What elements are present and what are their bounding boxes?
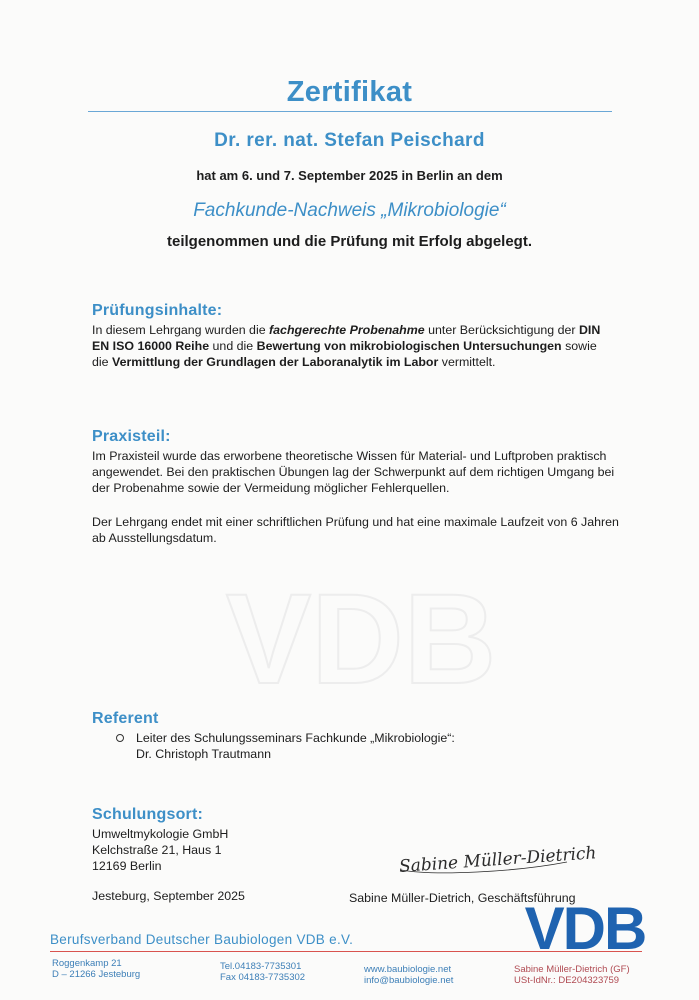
course-duration-note: Der Lehrgang endet mit einer schriftlichen Prüfung und hat eine maximale Laufzeit von 6 Jahren ab Ausstellungsdatum. [92,515,619,545]
venue-line-2: Kelchstraße 21, Haus 1 [92,843,222,857]
place-date: Jesteburg, September 2025 [92,889,245,903]
contents-bold-4: Vermittlung der Grundlagen der Laboranalytik im Labor [111,355,439,369]
contents-bold-2: DIN EN ISO 16000 Reihe [92,323,601,353]
referent-block [92,730,592,762]
signatory-caption: Sabine Müller-Dietrich, Geschäftsführung [349,891,576,905]
footer-fax: Fax 04183-7735302 [220,972,306,983]
contents-text-2: unter Berücksichtigung der [424,323,579,337]
venue-line-3: 12169 Berlin [92,859,162,873]
certificate-title: Zertifikat [286,76,413,108]
referent-item [92,730,592,762]
contents-paragraph [92,322,612,370]
handwritten-signature [395,832,598,882]
footer-divider [50,951,642,952]
svg-text:VDB: VDB [524,895,646,962]
course-name: Fachkunde-Nachweis „Mikrobiologie“ [193,200,506,221]
bullet-circle-icon [116,734,124,742]
footer-legal [514,964,630,986]
contents-text-5: vermittelt. [438,355,496,369]
referent-name: Dr. Christoph Trautmann [136,747,271,761]
contents-text-3: und die [209,339,257,353]
title-divider [88,111,612,112]
practice-heading: Praxisteil: [92,428,171,445]
footer-city: D – 21266 Jesteburg [52,969,141,980]
association-name: Berufsverband Deutscher Baubiologen VDB e.V. [50,932,354,947]
contents-text-4: sowie die [92,339,597,369]
contents-text-1: In diesem Lehrgang wurden die [92,323,270,337]
footer-street: Roggenkamp 21 [52,958,122,969]
footer-address [52,958,140,980]
contents-heading: Prüfungsinhalte: [92,302,223,319]
practice-paragraph: Im Praxisteil wurde das erworbene theoretische Wissen für Material- und Luftproben praktisch angewendet. Bei den praktischen Übungen lag der Schwerpunkt auf dem richtigen Umgang bei der Probenahme sowie der Vermeidung möglicher Fehlerquellen. [92,449,615,495]
result-line: teilgenommen und die Prüfung mit Erfolg abgelegt. [166,233,532,250]
footer-phone [220,961,305,983]
recipient-name: Dr. rer. nat. Stefan Peischard [214,130,485,151]
svg-text:VDB: VDB [225,568,497,711]
svg-text:Sabine Müller-Dietrich: Sabine Müller-Dietrich [398,843,598,877]
footer-tel: Tel.04183-7735301 [220,961,302,972]
referent-role: Leiter des Schulungsseminars Fachkunde „Mikrobiologie“: [136,731,455,745]
contents-bold-3: Bewertung von mikrobiologischen Untersuchungen [256,339,562,353]
footer-email-link[interactable]: info@baubiologie.net [364,975,454,986]
footer-gf: Sabine Müller-Dietrich (GF) [514,964,630,975]
referent-heading: Referent [92,710,159,727]
venue-heading: Schulungsort: [92,806,204,823]
vdb-watermark [196,568,526,711]
contents-bold-1: fachgerechte Probenahme [269,323,425,337]
vdb-logo [524,895,646,962]
footer-contact [364,964,453,986]
footer-ust: USt-IdNr.: DE204323759 [514,975,620,986]
footer-web-link[interactable]: www.baubiologie.net [364,964,452,975]
venue-line-1: Umweltmykologie GmbH [92,827,229,841]
event-line: hat am 6. und 7. September 2025 in Berlin an dem [196,168,503,183]
